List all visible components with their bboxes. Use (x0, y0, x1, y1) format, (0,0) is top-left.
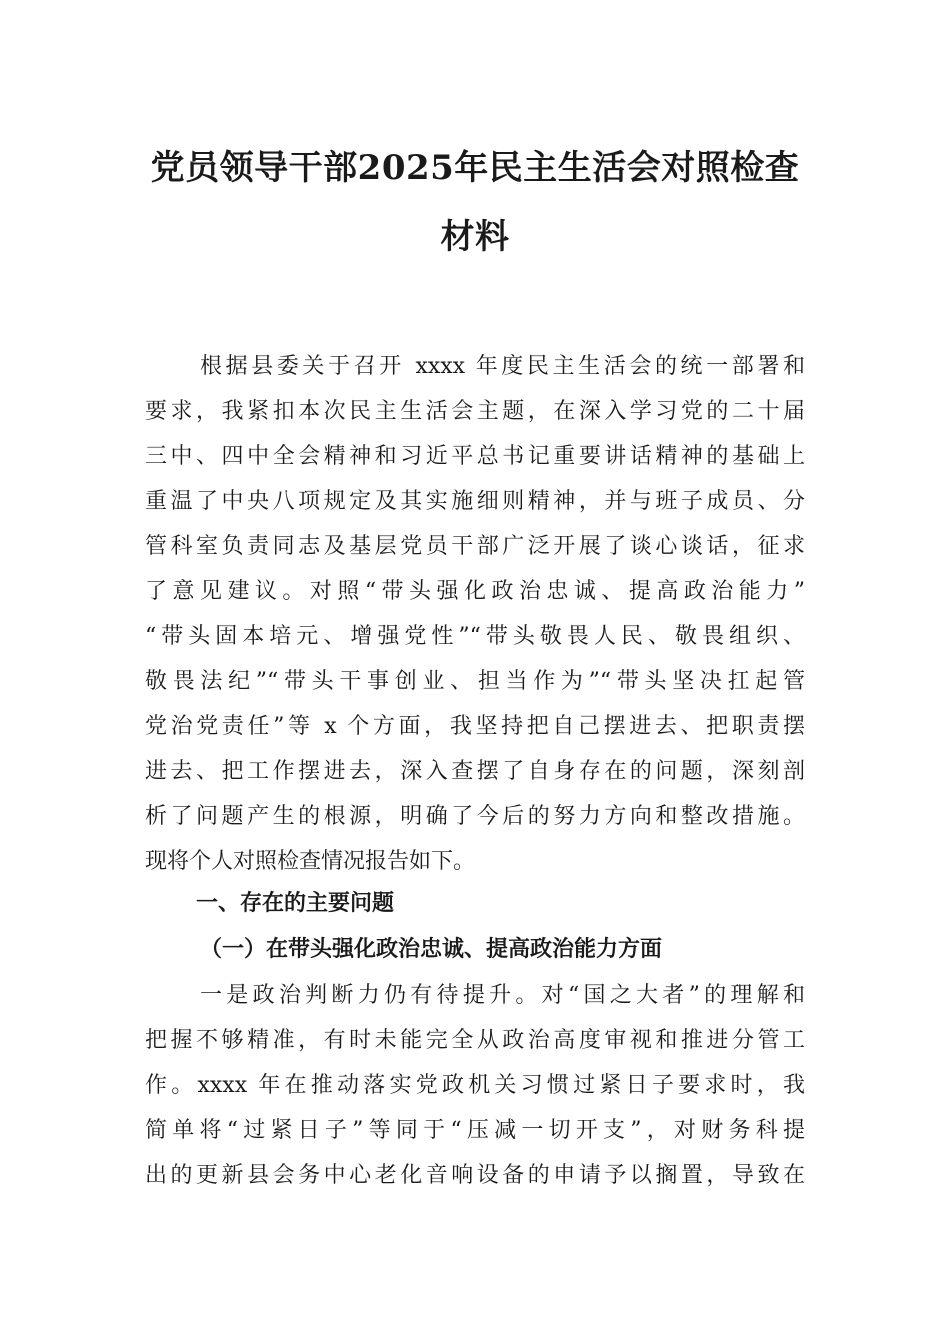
body-paragraph-line: 出的更新县会务中心老化音响设备的申请予以搁置，导致在 (145, 1163, 805, 1188)
subsection-heading-1: （一）在带头强化政治忠诚、提高政治能力方面 (200, 936, 663, 962)
body-paragraph-line: 把握不够精准，有时未能完全从政治高度审视和推进分管工 (145, 1028, 805, 1053)
body-paragraph-line: 一是政治判断力仍有待提升。对“国之大者”的理解和 (200, 983, 805, 1008)
document-title-line-2: 材料 (440, 217, 510, 257)
body-paragraph-line: 简单将“过紧日子”等同于“压减一切开支”，对财务科提 (145, 1118, 805, 1143)
intro-paragraph-line: 现将个人对照检查情况报告如下。 (145, 849, 476, 874)
intro-paragraph-line: 根据县委关于召开 xxxx 年度民主生活会的统一部署和 (200, 354, 805, 379)
intro-paragraph-line: 党治党责任”等 x 个方面，我坚持把自己摆进去、把职责摆 (145, 714, 805, 739)
intro-paragraph-line: 管科室负责同志及基层党员干部广泛开展了谈心谈话，征求 (145, 534, 805, 559)
document-title-line-1: 党员领导干部2025年民主生活会对照检查 (150, 148, 800, 188)
section-heading-1: 一、存在的主要问题 (196, 891, 395, 916)
intro-paragraph-line: 进去、把工作摆进去，深入查摆了自身存在的问题，深刻剖 (145, 759, 805, 784)
intro-paragraph-line: 重温了中央八项规定及其实施细则精神，并与班子成员、分 (145, 489, 805, 514)
intro-paragraph-line: 要求，我紧扣本次民主生活会主题，在深入学习党的二十届 (145, 399, 805, 424)
intro-paragraph-line: 析了问题产生的根源，明确了今后的努力方向和整改措施。 (145, 804, 805, 829)
intro-paragraph-line: 了意见建议。对照“带头强化政治忠诚、提高政治能力” (145, 579, 805, 604)
intro-paragraph-line: “带头固本培元、增强党性”“带头敬畏人民、敬畏组织、 (145, 624, 805, 649)
body-paragraph-line: 作。xxxx 年在推动落实党政机关习惯过紧日子要求时，我 (145, 1073, 805, 1098)
intro-paragraph-line: 三中、四中全会精神和习近平总书记重要讲话精神的基础上 (145, 444, 805, 469)
intro-paragraph-line: 敬畏法纪”“带头干事创业、担当作为”“带头坚决扛起管 (145, 669, 805, 694)
